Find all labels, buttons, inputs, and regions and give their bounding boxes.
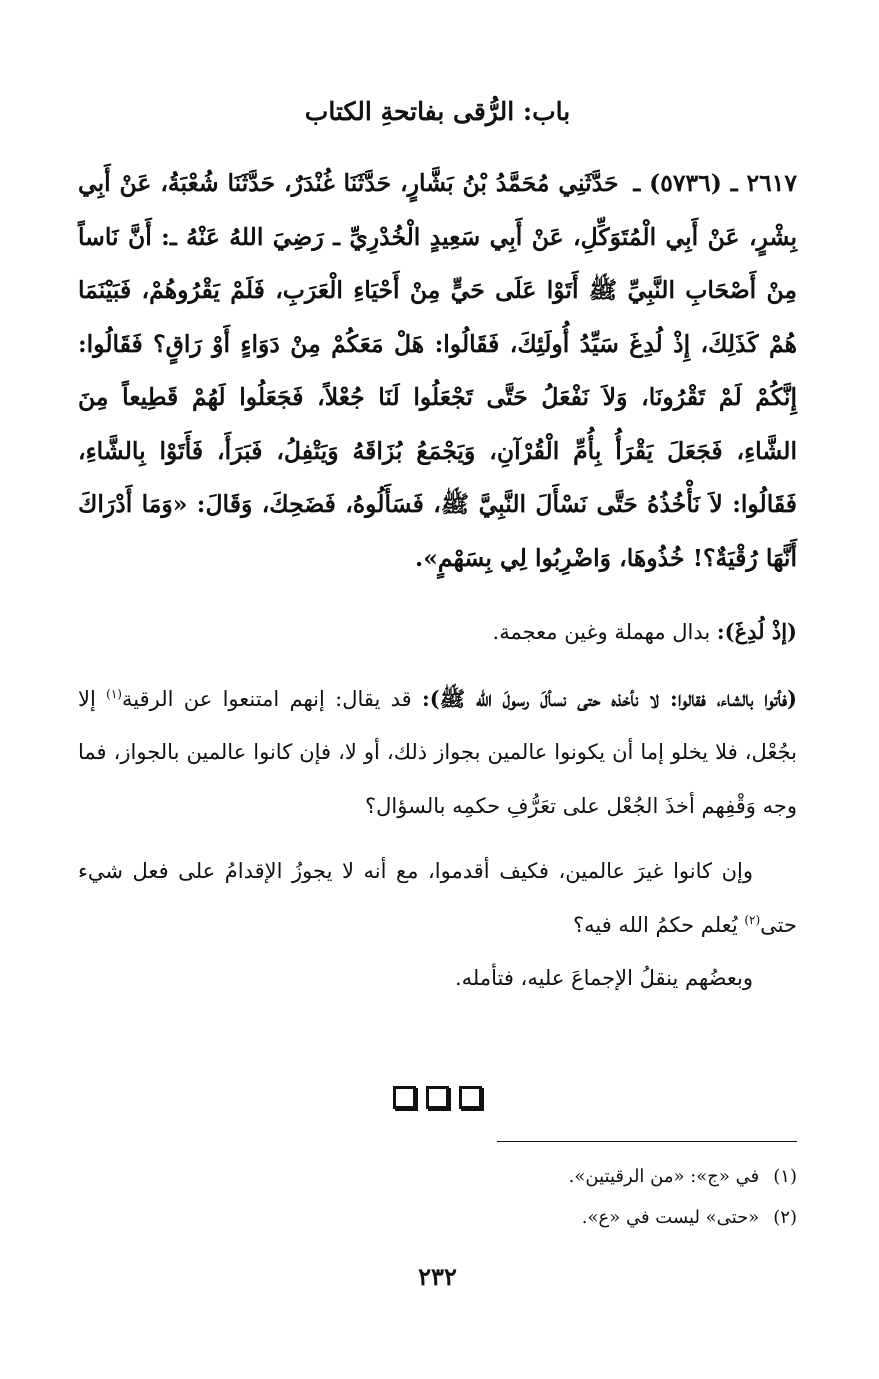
footnote-ref-1: (١) bbox=[106, 686, 122, 701]
footnote-1 bbox=[78, 1156, 797, 1197]
footnote-divider bbox=[497, 1141, 797, 1142]
chapter-title: باب: الرُّقى بفاتحةِ الكتاب bbox=[304, 97, 571, 126]
ornament-square-icon bbox=[459, 1086, 482, 1109]
hadith-text: حَدَّثَنِي مُحَمَّدُ بْنُ بَشَّارٍ، حَدَّثَنَا غُنْدَرٌ، حَدَّثَنَا شُعْبَةُ، عَنْ أَبِي بِشْرٍ، عَنْ أَبِي الْمُتَوَكِّلِ، عَنْ أَبِي سَعِيدٍ الْخُدْرِيِّ ـ رَضِيَ اللهُ عَنْهُ ـ: أَنَّ نَاساً مِنْ أَصْحَابِ النَّبِيِّ ﷺ أَتَوْا عَلَى حَيٍّ مِنْ أَحْيَاءِ الْعَرَبِ، فَلَمْ يَقْرُوهُمْ، فَبَيْنَمَا هُمْ كَذَلِكَ، إِذْ لُدِغَ سَيِّدُ أُولَئِكَ، فَقَالُوا: هَلْ مَعَكُمْ مِنْ دَوَاءٍ أَوْ رَاقٍ؟ فَقَالُوا: إِنَّكُمْ لَمْ تَقْرُونَا، وَلاَ نَفْعَلُ حَتَّى تَجْعَلُوا لَنَا جُعْلاً، فَجَعَلُوا لَهُمْ قَطِيعاً مِنَ الشَّاءِ، فَجَعَلَ يَقْرَأُ بِأُمِّ الْقُرْآنِ، وَيَجْمَعُ بُزَاقَهُ وَيَتْفِلُ، فَبَرَأَ، فَأَتَوْا بِالشَّاءِ، فَقَالُوا: لاَ نَأْخُذُهُ حَتَّى نَسْأَلَ النَّبِيَّ ﷺ، فَسَأَلُوهُ، فَضَحِكَ، وَقَالَ: «وَمَا أَدْرَاكَ أَنَّهَا رُقْيَةٌ؟! خُذُوهَا، وَاضْرِبُوا لِي بِسَهْمٍ». bbox=[78, 169, 797, 572]
commentary-paragraph-2 bbox=[78, 672, 797, 834]
commentary-text-3a: وإن كانوا غيرَ عالمين، فكيف أقدموا، مع أنه لا يجوزُ الإقدامُ على فعل شيء حتى bbox=[78, 859, 797, 937]
hadith-paragraph bbox=[78, 157, 797, 585]
commentary-paragraph-1 bbox=[78, 605, 797, 660]
ornament-square-icon bbox=[426, 1086, 449, 1109]
footnote-ref-2: (٢) bbox=[744, 912, 761, 927]
footnote-number: (٢) bbox=[773, 1207, 797, 1228]
commentary-paragraph-4 bbox=[78, 952, 797, 1006]
commentary-lemma-2: (فأتوا بالشاء، فقالوا: لا نأخذه حتى نسألَ رسولَ الله ﷺ): bbox=[422, 685, 797, 711]
page-number: ٢٣٢ bbox=[418, 1262, 457, 1291]
commentary-text-2b: إلا بجُعْل، فلا يخلو إما أن يكونوا عالمين بجواز ذلك، أو لا، فإن كانوا عالمين بالجواز، فما وجه وَقْفِهم أخذَ الجُعْل على تعَرُّفِ حكمِه بالسؤال؟ bbox=[78, 686, 797, 818]
commentary-lemma-1: (إذْ لُدِغَ): bbox=[716, 619, 797, 644]
footnote-2 bbox=[78, 1197, 797, 1238]
book-page bbox=[78, 0, 797, 1379]
ornament-square-icon bbox=[393, 1086, 416, 1109]
footnote-text: في «ج»: «من الرقيتين». bbox=[568, 1166, 760, 1187]
commentary-text-2a: قد يقال: إنهم امتنعوا عن الرقية bbox=[121, 686, 423, 711]
commentary-text-3b: يُعلم حكمُ الله فيه؟ bbox=[572, 912, 745, 937]
commentary-paragraph-3 bbox=[78, 845, 797, 952]
commentary-text-1: بدال مهملة وغين معجمة. bbox=[492, 620, 717, 644]
commentary-text-4: وبعضُهم ينقلُ الإجماعَ عليه، فتأمله. bbox=[454, 966, 753, 990]
footnote-text: «حتى» ليست في «ع». bbox=[581, 1207, 760, 1228]
section-end-ornament bbox=[78, 1086, 797, 1113]
hadith-number: ٢٦١٧ ـ (٥٧٣٦) ـ bbox=[633, 169, 798, 197]
footnotes bbox=[78, 1156, 797, 1238]
commentary bbox=[78, 605, 797, 1006]
footnote-number: (١) bbox=[773, 1166, 797, 1187]
